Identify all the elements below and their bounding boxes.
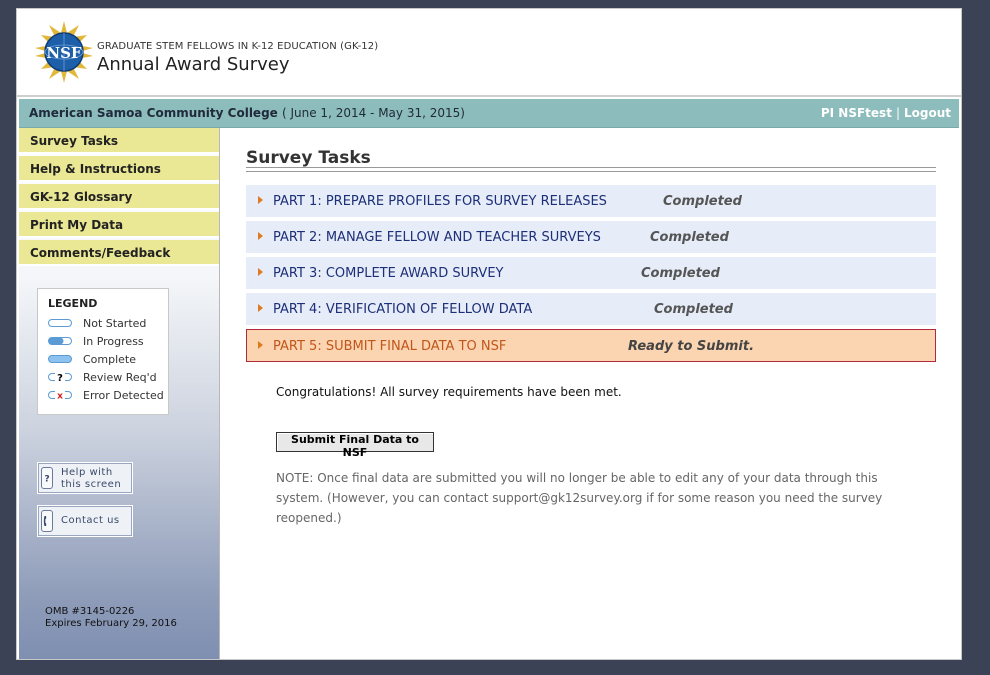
award-dates: ( June 1, 2014 - May 31, 2015)	[281, 106, 465, 120]
nav-comments-feedback[interactable]: Comments/Feedback	[19, 240, 219, 266]
arrow-right-icon	[258, 341, 263, 349]
sidebar	[19, 128, 220, 659]
complete-pill-icon	[48, 355, 72, 363]
logout-link[interactable]: Logout	[903, 106, 951, 120]
help-with-screen-button[interactable]	[37, 462, 133, 494]
contact-us-button[interactable]	[37, 505, 133, 537]
congrats-message: Congratulations! All survey requirements have been met.	[276, 385, 622, 399]
page-title: Survey Tasks	[246, 148, 371, 168]
user-name[interactable]: PI NSFtest	[820, 106, 892, 120]
legend-label: In Progress	[83, 335, 144, 348]
arrow-right-icon	[258, 304, 263, 312]
svg-text:?: ?	[44, 473, 50, 485]
omb-info	[45, 606, 177, 630]
task-label[interactable]: PART 5: SUBMIT FINAL DATA TO NSF	[273, 339, 507, 354]
task-part-5[interactable]	[246, 329, 936, 362]
header	[17, 9, 961, 97]
task-status: Completed	[663, 194, 742, 209]
legend-title: LEGEND	[48, 297, 98, 310]
user-area	[821, 106, 951, 120]
task-status: Ready to Submit.	[628, 339, 755, 354]
header-divider	[17, 95, 961, 97]
help-button-label: Help with this screen	[61, 467, 122, 490]
task-part-3[interactable]	[246, 257, 936, 289]
legend	[37, 288, 169, 415]
info-bar	[19, 99, 959, 128]
not-started-pill-icon	[48, 319, 72, 327]
nav-survey-tasks[interactable]: Survey Tasks	[19, 128, 219, 154]
arrow-right-icon	[258, 268, 263, 276]
in-progress-pill-icon	[48, 337, 72, 345]
error-pill-icon	[48, 391, 72, 399]
nsf-logo	[33, 21, 95, 83]
task-label[interactable]: PART 1: PREPARE PROFILES FOR SURVEY RELEASES	[273, 194, 607, 209]
phone-icon	[41, 510, 53, 532]
main-content	[220, 128, 961, 659]
app-frame	[16, 8, 962, 660]
question-icon	[41, 467, 53, 489]
legend-label: Review Req'd	[83, 371, 157, 384]
header-subtitle: GRADUATE STEM FELLOWS IN K-12 EDUCATION (GK-12)	[97, 41, 379, 52]
arrow-right-icon	[258, 232, 263, 240]
task-status: Completed	[650, 230, 729, 245]
submit-final-data-button[interactable]: Submit Final Data to NSF	[276, 432, 434, 452]
omb-expiry: Expires February 29, 2016	[45, 618, 177, 629]
omb-number: OMB #3145-0226	[45, 606, 135, 617]
nav-print-my-data[interactable]: Print My Data	[19, 212, 219, 238]
review-required-pill-icon	[48, 373, 72, 381]
legend-label: Not Started	[83, 317, 147, 330]
task-label[interactable]: PART 4: VERIFICATION OF FELLOW DATA	[273, 302, 533, 317]
task-label[interactable]: PART 2: MANAGE FELLOW AND TEACHER SURVEYS	[273, 230, 601, 245]
contact-button-label: Contact us	[61, 515, 120, 526]
task-part-2[interactable]	[246, 221, 936, 253]
nav-glossary[interactable]: GK-12 Glossary	[19, 184, 219, 210]
logo-text: NSF	[46, 44, 82, 62]
task-status: Completed	[654, 302, 733, 317]
arrow-right-icon	[258, 196, 263, 204]
task-part-1[interactable]	[246, 185, 936, 217]
legend-label: Error Detected	[83, 389, 164, 402]
svg-text:?: ?	[57, 373, 63, 381]
task-status: Completed	[641, 266, 720, 281]
college-name: American Samoa Community College	[29, 106, 278, 120]
award-info	[29, 106, 465, 120]
legend-label: Complete	[83, 353, 137, 366]
title-divider	[246, 167, 936, 172]
task-part-4[interactable]	[246, 293, 936, 325]
app-title: Annual Award Survey	[97, 54, 290, 75]
submission-note: NOTE: Once final data are submitted you will no longer be able to edit any of your data through this system. (However, you can contact support@gk12survey.org if for some reason you need the survey reopened.)	[276, 471, 883, 525]
svg-text:x: x	[57, 391, 63, 399]
user-separator: |	[895, 106, 900, 120]
nav-help-instructions[interactable]: Help & Instructions	[19, 156, 219, 182]
task-label[interactable]: PART 3: COMPLETE AWARD SURVEY	[273, 266, 504, 281]
